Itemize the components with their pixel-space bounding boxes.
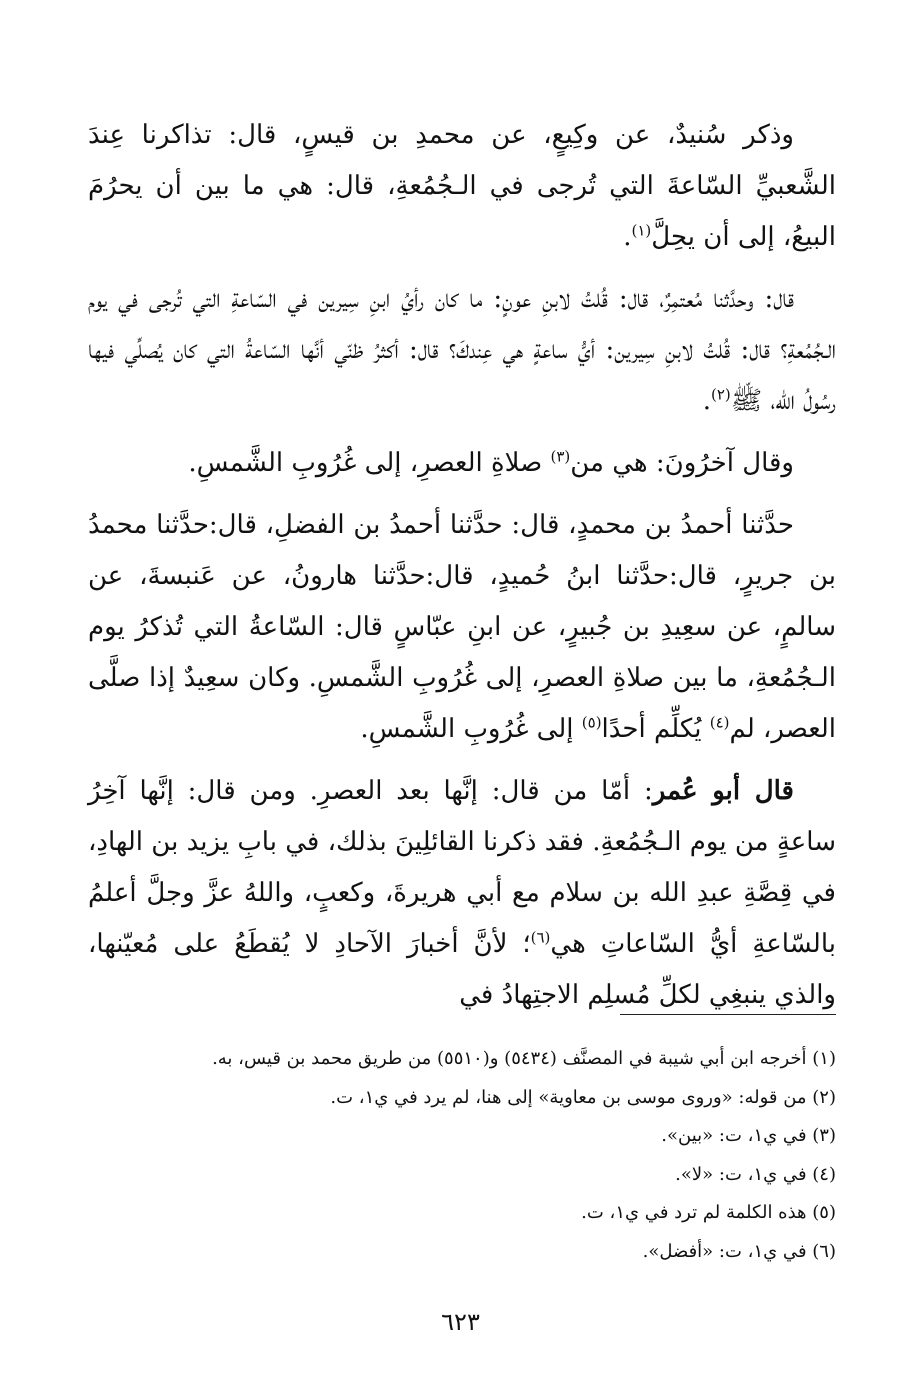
footnote-divider (620, 1014, 836, 1015)
paragraph-4 (88, 500, 836, 755)
paragraph-5-text-a: : أمّا من قال: إنَّها بعد العصرِ. ومن قال: إنَّها آخِرُ ساعةٍ من يوم الـجُمُعةِ. فقد ذكرنا القائلِينَ بذلك، في بابِ يزيد بن الهادِ، في قِصَّةِ عبدِ الله بن سلام مع أبي هريرةَ، وكعبٍ، واللهُ عزَّ وجلَّ أعلمُ بالسّاعةِ أيُّ السّاعاتِ هي (88, 776, 836, 959)
paragraph-3 (88, 438, 836, 489)
paragraph-5 (88, 766, 836, 1021)
paragraph-2-text: قال: وحدَّثنا مُعتمِرٌ، قال: قُلتُ لابنِ عونٍ: ما كان رأيُ ابنِ سِيرين في السّاعةِ التي تُرجى في يوم الـجُمُعةِ؟ قال: قُلتُ لابنِ سِيرين: أيُّ ساعةٍ هي عِندكَ؟ قال: أكثرُ ظنّي أنَّها السّاعةُ التي كان يُصلِّي فيها رسُولُ الله، ﷺ (88, 284, 836, 416)
footnote-3: (٣) في ي١، ت: «بين». (661, 1125, 836, 1146)
paragraph-1-end: . (623, 222, 632, 252)
paragraph-2-end: . (702, 386, 711, 416)
footnote-ref-6[interactable]: (٦) (530, 928, 551, 947)
page-number: ٦٢٣ (441, 1308, 480, 1336)
footnote-ref-2[interactable]: (٢) (710, 385, 731, 404)
footnote-1: (١) أخرجه ابن أبي شيبة في المصنَّف (٥٤٣٤) و(٥٥١٠) من طريق محمد بن قيس، به. (212, 1048, 836, 1069)
footnote-ref-3[interactable]: (٣) (550, 447, 571, 466)
paragraph-1 (88, 110, 836, 263)
footnote-ref-1[interactable]: (١) (631, 221, 652, 240)
footnotes (88, 1040, 836, 1271)
paragraph-4-text-c: إلى غُرُوبِ الشَّمسِ. (360, 714, 582, 744)
paragraph-3-text-a: وقال آخرُونَ: هي من (570, 448, 794, 478)
footnote-5: (٥) هذه الكلمة لم ترد في ي١، ت. (581, 1202, 836, 1223)
main-text (88, 110, 836, 1032)
paragraph-4-text-a: حدَّثنا أحمدُ بن محمدٍ، قال: حدَّثنا أحمدُ بن الفضلِ، قال:حدَّثنا محمدُ بن جريرٍ، قال:حدَّثنا ابنُ حُميدٍ، قال:حدَّثنا هارونُ، عن عَنبسةَ، عن سالمٍ، عن سعِيدِ بن جُبيرٍ، عن ابنِ عبّاسٍ قال: السّاعةُ التي تُذكرُ يوم الـجُمُعةِ، ما بين صلاةِ العصرِ، إلى غُرُوبِ الشَّمسِ. وكان سعِيدٌ إذا صلَّى العصر، لم (88, 510, 836, 744)
footnote-2: (٢) من قوله: «وروى موسى بن معاوية» إلى هنا، لم يرد في ي١، ت. (330, 1086, 836, 1108)
footnote-ref-4[interactable]: (٤) (709, 713, 730, 732)
footnote-6: (٦) في ي١، ت: «أفضل». (642, 1240, 836, 1262)
paragraph-2 (88, 274, 836, 427)
paragraph-1-text: وذكر سُنيدٌ، عن وكِيعٍ، عن محمدِ بن قيسٍ، قال: تذاكرنا عِندَ الشَّعبيِّ السّاعةَ التي تُرجى في الـجُمُعةِ، قال: هي ما بين أن يحرُمَ البيعُ، إلى أن يحِلَّ (88, 120, 836, 252)
speaker-name: قال أبو عُمر (652, 776, 794, 806)
footnote-4: (٤) في ي١، ت: «لا». (675, 1163, 836, 1185)
paragraph-5-text-b: ؛ لأنَّ أخبارَ الآحادِ لا يُقطَعُ على مُعيّنها، والذي ينبغِي لكلِّ مُسلِم الاجتِهادُ في (88, 929, 836, 1010)
paragraph-4-text-b: يُكلِّم أحدًا (601, 714, 710, 744)
paragraph-3-text-b: صلاةِ العصرِ، إلى غُرُوبِ الشَّمسِ. (188, 448, 551, 478)
footnote-ref-5[interactable]: (٥) (581, 713, 602, 732)
